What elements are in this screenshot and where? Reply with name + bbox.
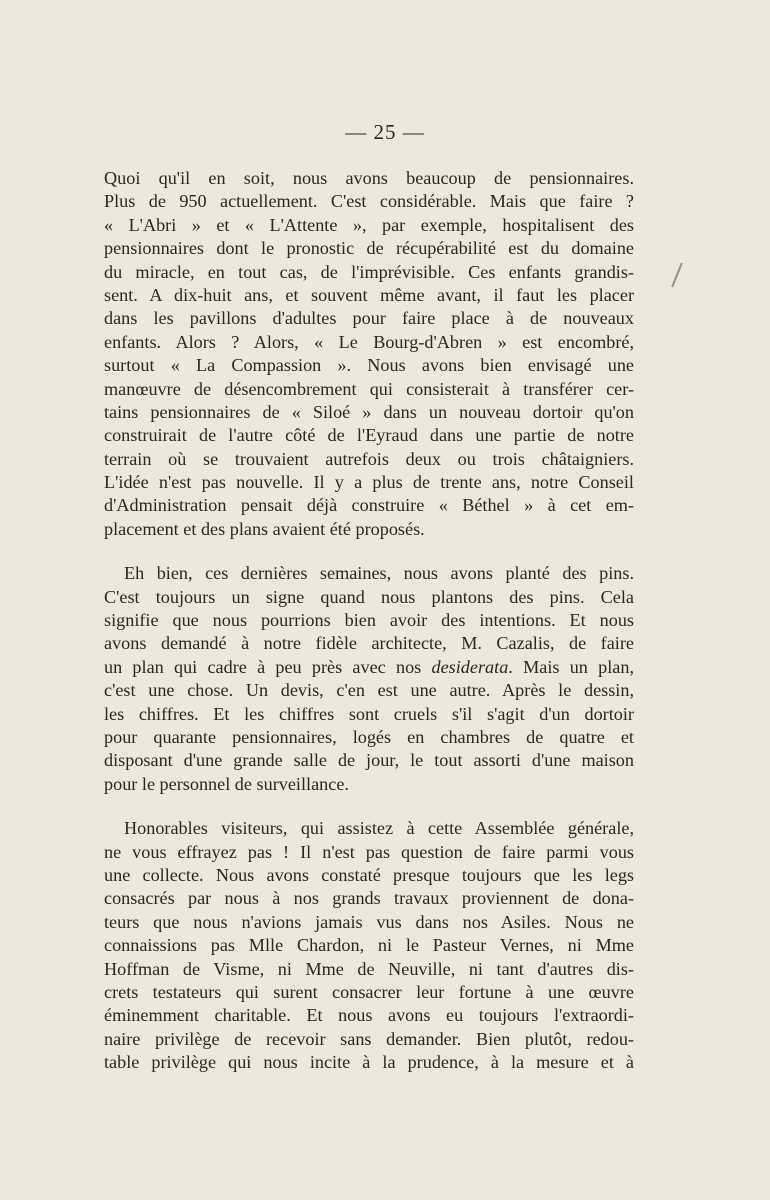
text-line: construirait de l'autre côté de l'Eyraud dans une partie de notre bbox=[104, 425, 634, 446]
margin-pencil-mark bbox=[671, 263, 683, 288]
text-line: tains pensionnaires de « Siloé » dans un nouveau dortoir qu'on bbox=[104, 401, 634, 422]
text-line: Honorables visiteurs, qui assistez à cette Assemblée générale, bbox=[124, 818, 634, 839]
text-line: naire privilège de recevoir sans demander. Bien plutôt, redou- bbox=[104, 1028, 634, 1049]
paragraph-3 bbox=[104, 817, 634, 1074]
text-line: ne vous effrayez pas ! Il n'est pas question de faire parmi vous bbox=[104, 841, 634, 862]
text-line: « L'Abri » et « L'Attente », par exemple, hospitalisent des bbox=[104, 214, 634, 235]
text-line: Eh bien, ces dernières semaines, nous avons planté des pins. bbox=[124, 563, 634, 584]
text-line: connaissions pas Mlle Chardon, ni le Pasteur Vernes, ni Mme bbox=[104, 935, 634, 956]
text-line: terrain où se trouvaient autrefois deux ou trois châtaigniers. bbox=[104, 448, 634, 469]
text-line: manœuvre de désencombrement qui consisterait à transférer cer- bbox=[104, 378, 634, 399]
text-line: Quoi qu'il en soit, nous avons beaucoup de pensionnaires. bbox=[104, 168, 634, 188]
text-line: avons demandé à notre fidèle architecte, M. Cazalis, de faire bbox=[104, 633, 634, 654]
paragraph-1 bbox=[104, 167, 634, 541]
text-line: d'Administration pensait déjà construire « Béthel » à cet em- bbox=[104, 495, 634, 516]
body-text bbox=[104, 167, 634, 1095]
text-line: pensionnaires dont le pronostic de récupérabilité est du domaine bbox=[104, 238, 634, 259]
text-line: enfants. Alors ? Alors, « Le Bourg-d'Abren » est encombré, bbox=[104, 331, 634, 352]
text-line: pour le personnel de surveillance. bbox=[104, 773, 349, 794]
text-line: placement et des plans avaient été proposés. bbox=[104, 518, 425, 539]
text-line: éminemment charitable. Et nous avons eu toujours l'extraordi- bbox=[104, 1005, 634, 1026]
text-line: dans les pavillons d'adultes pour faire place à de nouveaux bbox=[104, 308, 634, 329]
text-line: signifie que nous pourrions bien avoir des intentions. Et nous bbox=[104, 610, 634, 631]
text-line: table privilège qui nous incite à la prudence, à la mesure et à bbox=[104, 1052, 634, 1073]
text-line: sent. A dix-huit ans, et souvent même avant, il faut les placer bbox=[104, 284, 634, 305]
text-line: C'est toujours un signe quand nous plantons des pins. Cela bbox=[104, 586, 634, 607]
text-line: Hoffman de Visme, ni Mme de Neuville, ni tant d'autres dis- bbox=[104, 958, 634, 979]
text-line: c'est une chose. Un devis, c'en est une autre. Après le dessin, bbox=[104, 680, 634, 701]
text-line: Plus de 950 actuellement. C'est considérable. Mais que faire ? bbox=[104, 191, 634, 212]
text-line: une collecte. Nous avons constaté presque toujours que les legs bbox=[104, 864, 634, 885]
text-line: consacrés par nous à nos grands travaux proviennent de dona- bbox=[104, 888, 634, 909]
text-line: du miracle, en tout cas, de l'imprévisible. Ces enfants grandis- bbox=[104, 261, 634, 282]
text-line: un plan qui cadre à peu près avec nos desiderata. Mais un plan, bbox=[104, 656, 634, 677]
paragraph-2 bbox=[104, 562, 634, 796]
page-number: — 25 — bbox=[345, 120, 425, 144]
text-line: pour quarante pensionnaires, logés en chambres de quatre et bbox=[104, 726, 634, 747]
text-line: disposant d'une grande salle de jour, le tout assorti d'une maison bbox=[104, 750, 634, 771]
text-line: teurs que nous n'avions jamais vus dans nos Asiles. Nous ne bbox=[104, 911, 634, 932]
text-line: les chiffres. Et les chiffres sont cruels s'il s'agit d'un dortoir bbox=[104, 703, 634, 724]
text-line: crets testateurs qui surent consacrer leur fortune à une œuvre bbox=[104, 981, 634, 1002]
text-line: L'idée n'est pas nouvelle. Il y a plus de trente ans, notre Conseil bbox=[104, 472, 634, 493]
italic-term: desiderata bbox=[431, 656, 509, 677]
text-line: surtout « La Compassion ». Nous avons bien envisagé une bbox=[104, 355, 634, 376]
